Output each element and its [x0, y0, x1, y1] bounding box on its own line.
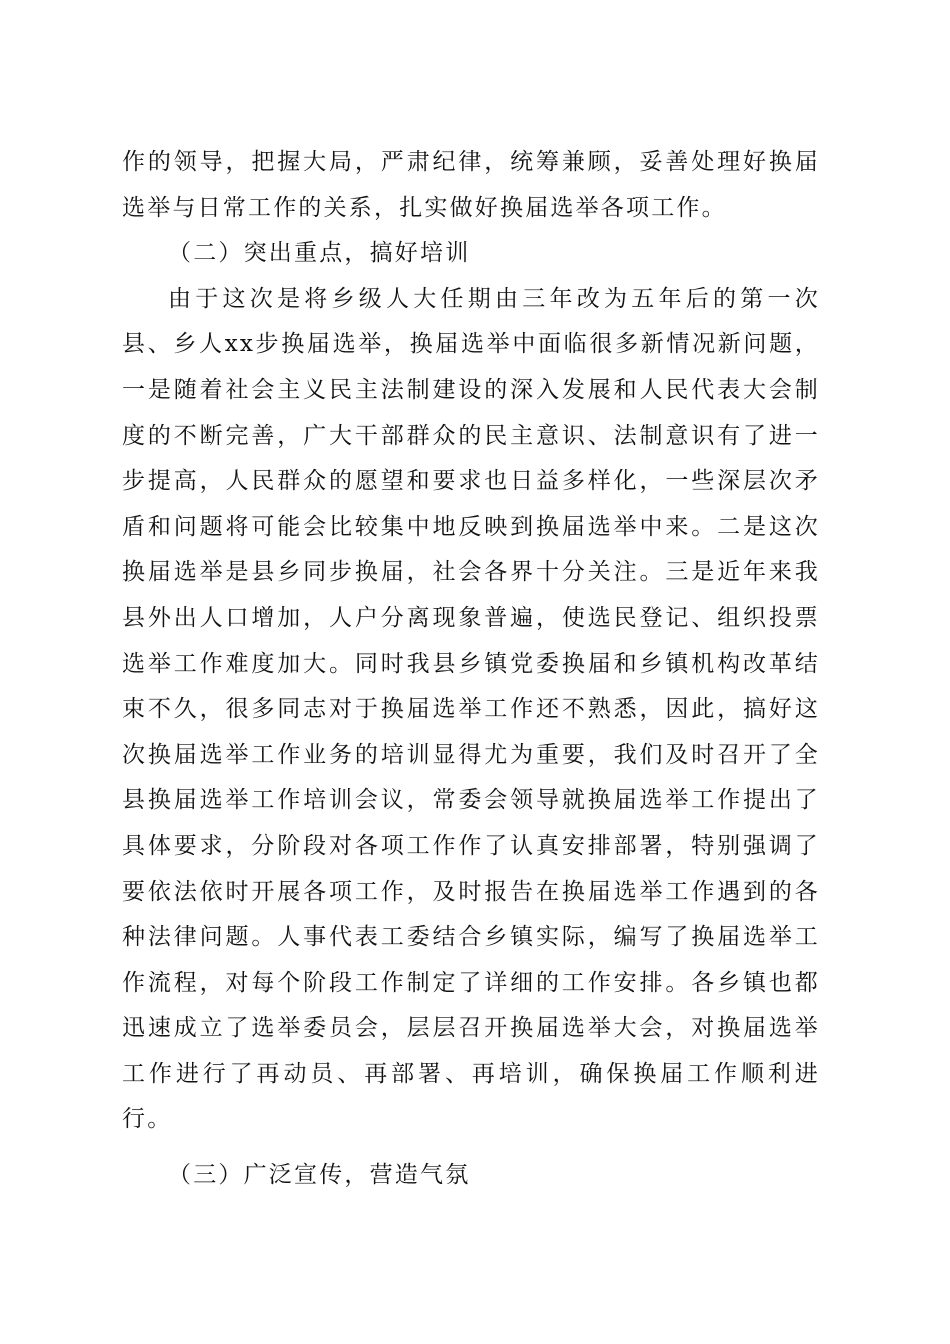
section-two-body-paragraph: 由于这次是将乡级人大任期由三年改为五年后的第一次县、乡人xx步换届选举，换届选举中面临很多新情况新问题，一是随着社会主义民主法制建设的深入发展和人民代表大会制度的不断完善，广大干部群众的民主意识、法制意识有了进一步提高，人民群众的愿望和要求也日益多样化，一些深层次矛盾和问题将可能会比较集中地反映到换届选举中来。二是这次换届选举是县乡同步换届，社会各界十分关注。三是近年来我县外出人口增加，人户分离现象普遍，使选民登记、组织投票选举工作难度加大。同时我县乡镇党委换届和乡镇机构改革结束不久，很多同志对于换届选举工作还不熟悉，因此，搞好这次换届选举工作业务的培训显得尤为重要，我们及时召开了全县换届选举工作培训会议，常委会领导就换届选举工作提出了具体要求，分阶段对各项工作作了认真安排部署，特别强调了要依法依时开展各项工作，及时报告在换届选举工作遇到的各种法律问题。人事代表工委结合乡镇实际，编写了换届选举工作流程，对每个阶段工作制定了详细的工作安排。各乡镇也都迅速成立了选举委员会，层层召开换届选举大会，对换届选举工作进行了再动员、再部署、再培训，确保换届工作顺利进行。 — [122, 285, 820, 1133]
section-two-heading: （二）突出重点，搞好培训 — [168, 240, 471, 267]
section-three-heading: （三）广泛宣传，营造气氛 — [168, 1162, 471, 1189]
continuation-paragraph: 作的领导，把握大局，严肃纪律，统筹兼顾，妥善处理好换届选举与日常工作的关系，扎实做好换届选举各项工作。 — [122, 149, 820, 221]
document-body — [122, 140, 820, 1199]
